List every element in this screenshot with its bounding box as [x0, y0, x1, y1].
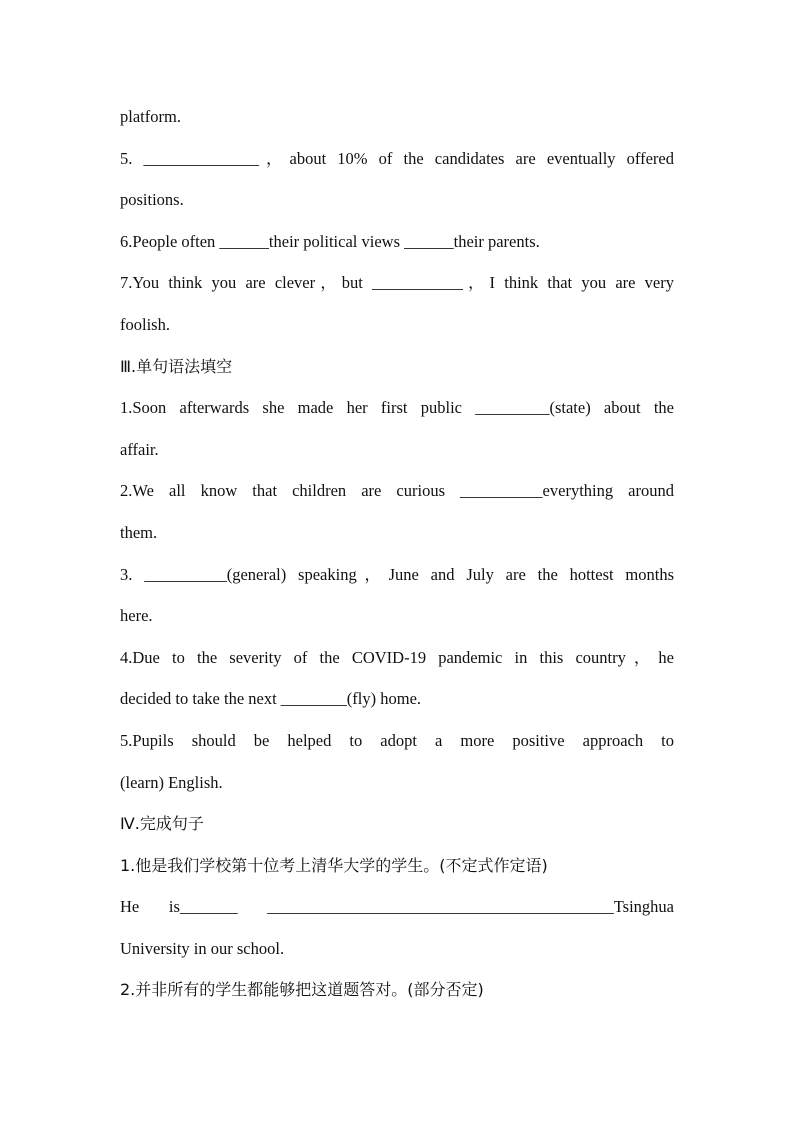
question-line: 2.We all know that children are curious __________everything around: [120, 481, 674, 501]
section-heading: Ⅳ.完成句子: [120, 814, 204, 834]
text-line: (learn) English.: [120, 772, 223, 792]
text-line: here.: [120, 606, 153, 626]
question-line: 4.Due to the severity of the COVID-19 pandemic in this country，he: [120, 647, 674, 667]
text-line: foolish.: [120, 314, 170, 334]
text-line: platform.: [120, 107, 181, 126]
question-line: 2.并非所有的学生都能够把这道题答对。(部分否定): [120, 980, 484, 1000]
question-line: 7.You think you are clever，but ___________，I think that you are very: [120, 273, 674, 293]
question-line: 6.People often ______their political views ______their parents.: [120, 231, 540, 251]
question-line: 1.他是我们学校第十位考上清华大学的学生。(不定式作定语): [120, 855, 548, 875]
text-line: affair.: [120, 439, 159, 459]
question-line: He is_______ __________________________________________Tsinghua: [120, 897, 674, 917]
question-line: 5. ______________，about 10% of the candidates are eventually offered: [120, 148, 674, 168]
question-line: 3. __________(general) speaking，June and July are the hottest months: [120, 564, 674, 584]
text-line: positions.: [120, 190, 184, 210]
document-page: [120, 96, 674, 1011]
text-line: University in our school.: [120, 938, 285, 958]
text-line: them.: [120, 522, 158, 542]
question-line: 1.Soon afterwards she made her first public _________(state) about the: [120, 398, 674, 418]
text-line: decided to take the next ________(fly) home.: [120, 689, 422, 709]
section-heading: Ⅲ.单句语法填空: [120, 356, 233, 376]
question-line: 5.Pupils should be helped to adopt a more positive approach to: [120, 730, 674, 750]
